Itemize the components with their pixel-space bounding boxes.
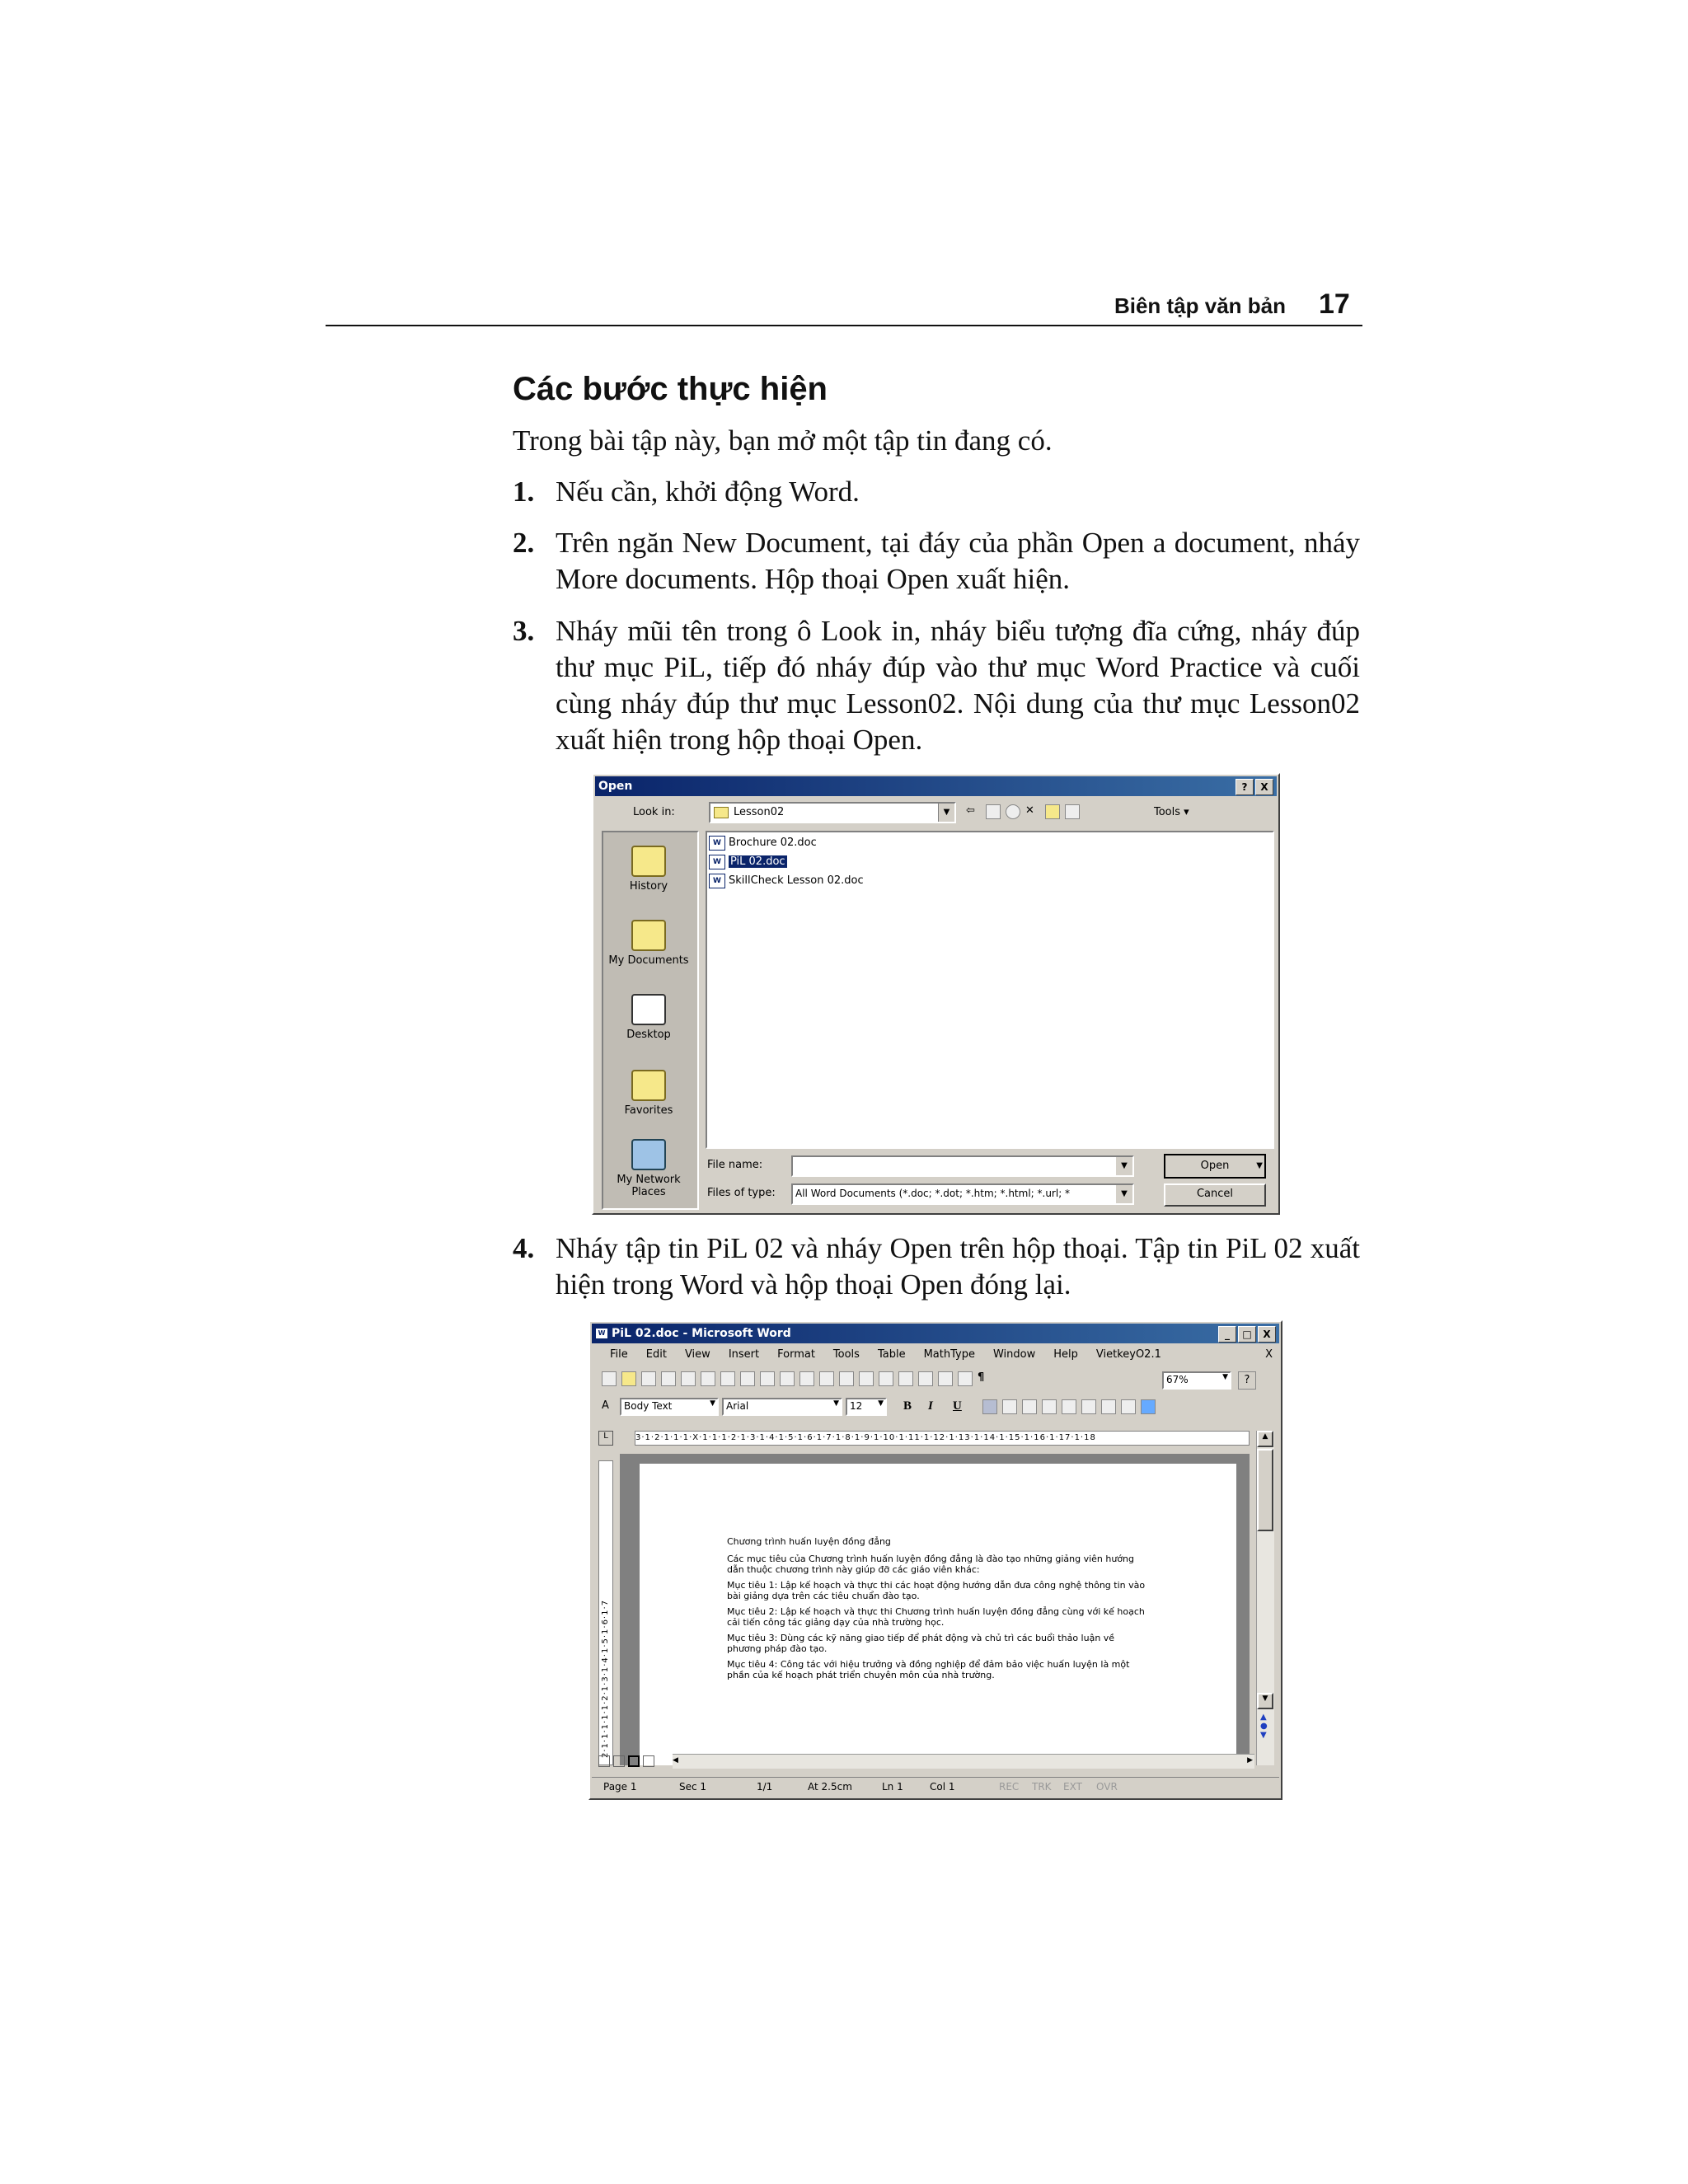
menu-edit[interactable]: Edit: [645, 1348, 667, 1361]
help-button[interactable]: ?: [1238, 1371, 1256, 1390]
new-doc-icon[interactable]: [602, 1371, 617, 1386]
bold-button[interactable]: B: [903, 1399, 912, 1413]
places-my-documents[interactable]: My Documents: [603, 920, 694, 967]
copy-icon[interactable]: [780, 1371, 795, 1386]
menu-view[interactable]: View: [684, 1348, 710, 1361]
step-number: 2.: [513, 527, 535, 559]
open-icon[interactable]: [621, 1371, 636, 1386]
zoom-select[interactable]: 67% ▼: [1162, 1371, 1231, 1390]
chevron-down-icon[interactable]: ▼: [833, 1399, 839, 1408]
file-name-input[interactable]: [791, 1155, 1134, 1177]
excel-icon[interactable]: [938, 1371, 953, 1386]
outline-view-icon[interactable]: [643, 1755, 654, 1767]
vertical-ruler[interactable]: 2·1·1·1·1·1·2·1·3·1·4·1·5·1·6·1·7: [598, 1460, 613, 1765]
italic-button[interactable]: I: [928, 1399, 933, 1413]
show-hide-icon[interactable]: ¶: [978, 1371, 985, 1384]
back-icon[interactable]: ⇦: [966, 804, 975, 817]
horizontal-scrollbar[interactable]: [673, 1754, 1254, 1769]
formatting-toolbar: [982, 1399, 1160, 1414]
web-view-icon[interactable]: [613, 1755, 625, 1767]
doc-line: Mục tiêu 3: Dùng các kỹ năng giao tiếp để phát động và chủ trì các buổi thảo luận về phương pháp đào tạo.: [727, 1633, 1115, 1654]
font-size-select[interactable]: 12 ▼: [846, 1398, 887, 1416]
menu-file[interactable]: File: [610, 1348, 628, 1361]
menu-vietkey[interactable]: VietkeyO2.1: [1095, 1348, 1161, 1361]
dialog-toolbar: [966, 804, 1085, 819]
hyperlink-icon[interactable]: [879, 1371, 893, 1386]
status-bar: [592, 1777, 1279, 1797]
justify-icon[interactable]: [1042, 1399, 1057, 1414]
chevron-down-icon[interactable]: ▼: [1222, 1373, 1228, 1381]
places-history[interactable]: History: [603, 846, 694, 893]
close-document-button[interactable]: X: [1265, 1348, 1273, 1361]
running-header-title: Biên tập văn bản: [1114, 293, 1286, 318]
up-folder-icon[interactable]: [986, 804, 1001, 819]
status-page-count: 1/1: [757, 1781, 773, 1793]
menu-bar: [610, 1348, 1179, 1361]
highlight-icon[interactable]: [1141, 1399, 1156, 1414]
status-ovr[interactable]: OVR: [1096, 1781, 1118, 1793]
status-ext[interactable]: EXT: [1063, 1781, 1082, 1793]
align-right-icon[interactable]: [1022, 1399, 1037, 1414]
browse-object-icon[interactable]: ▲ ● ▼: [1260, 1713, 1268, 1740]
file-item[interactable]: W SkillCheck Lesson 02.doc: [709, 872, 1271, 891]
step-1: [513, 474, 1360, 510]
views-icon[interactable]: [1065, 804, 1080, 819]
file-item-selected[interactable]: W PiL 02.doc: [709, 853, 1271, 872]
page-number: 17: [1319, 288, 1350, 320]
doc-line: Các mục tiêu của Chương trình huấn luyện đồng đẳng là đào tạo những giảng viên hướng dẫn thuộc chương trình này giúp đỡ các giáo viên khác:: [727, 1554, 1135, 1575]
open-dialog: [592, 773, 1280, 1215]
font-select[interactable]: Arial ▼: [722, 1398, 842, 1416]
paste-icon[interactable]: [799, 1371, 814, 1386]
standard-toolbar: [602, 1371, 997, 1386]
word-app-icon: W: [595, 1328, 608, 1339]
favorites-icon: [631, 1070, 666, 1101]
menu-window[interactable]: Window: [992, 1348, 1036, 1361]
files-of-type-label: Files of type:: [707, 1187, 776, 1199]
tables-icon[interactable]: [898, 1371, 913, 1386]
places-bar: [602, 831, 699, 1210]
underline-button[interactable]: U: [953, 1399, 962, 1413]
insert-table-icon[interactable]: [918, 1371, 933, 1386]
scroll-down-icon[interactable]: ▼: [1257, 1693, 1273, 1709]
columns-icon[interactable]: [958, 1371, 973, 1386]
status-line: Ln 1: [882, 1781, 903, 1793]
chevron-down-icon[interactable]: ▼: [710, 1399, 715, 1408]
file-item[interactable]: W Brochure 02.doc: [709, 834, 1271, 853]
folder-icon: [714, 807, 729, 818]
scroll-up-icon[interactable]: ▲: [1257, 1431, 1273, 1447]
print-preview-icon[interactable]: [720, 1371, 735, 1386]
minimize-button[interactable]: _: [1218, 1326, 1236, 1343]
my-documents-icon: [631, 920, 666, 951]
menu-help[interactable]: Help: [1053, 1348, 1078, 1361]
chevron-down-icon[interactable]: ▼: [1116, 1185, 1132, 1203]
help-button[interactable]: ?: [1236, 779, 1254, 795]
cancel-button[interactable]: Cancel: [1164, 1183, 1266, 1207]
section-heading: Các bước thực hiện: [513, 371, 828, 407]
word-doc-icon: W: [709, 836, 725, 851]
status-trk[interactable]: TRK: [1032, 1781, 1052, 1793]
undo-icon[interactable]: [839, 1371, 854, 1386]
print-layout-icon[interactable]: [628, 1755, 640, 1767]
step-text: Trên ngăn New Document, tại đáy của phần Open a document, nháy More documents. Hộp thoại Open xuất hiện.: [556, 527, 1360, 595]
word-doc-icon: W: [709, 874, 725, 888]
style-select[interactable]: Body Text ▼: [620, 1398, 719, 1416]
scroll-left-icon[interactable]: ◀: [673, 1756, 678, 1765]
network-icon: [631, 1139, 666, 1170]
header-rule: [326, 325, 1362, 326]
tools-menu[interactable]: Tools ▾: [1154, 806, 1189, 818]
step-4: [513, 1230, 1360, 1303]
chevron-down-icon[interactable]: ▼: [938, 804, 954, 822]
styles-icon[interactable]: A: [602, 1399, 609, 1412]
places-network[interactable]: My Network Places: [603, 1139, 694, 1198]
menu-insert[interactable]: Insert: [728, 1348, 760, 1361]
open-button[interactable]: Open ▼: [1164, 1154, 1266, 1179]
step-number: 1.: [513, 476, 535, 508]
border-icon[interactable]: [1121, 1399, 1136, 1414]
status-position: At 2.5cm: [808, 1781, 852, 1793]
menu-tools[interactable]: Tools: [832, 1348, 860, 1361]
numbering-icon[interactable]: [1062, 1399, 1076, 1414]
delete-icon[interactable]: ✕: [1025, 804, 1034, 817]
print-icon[interactable]: [701, 1371, 715, 1386]
format-painter-icon[interactable]: [819, 1371, 834, 1386]
scroll-right-icon[interactable]: ▶: [1247, 1756, 1253, 1765]
document-area: [620, 1454, 1250, 1765]
word-doc-icon: W: [709, 855, 725, 869]
new-folder-icon[interactable]: [1045, 804, 1060, 819]
doc-line: Mục tiêu 2: Lập kế hoạch và thực thi Chương trình huấn luyện đồng đẳng cùng với kế hoạch cải tiến công tác giảng dạy của nhà trường học.: [727, 1606, 1145, 1628]
search-web-icon[interactable]: [1006, 804, 1020, 819]
status-rec[interactable]: REC: [999, 1781, 1020, 1793]
close-button[interactable]: X: [1258, 1326, 1276, 1343]
redo-icon[interactable]: [859, 1371, 874, 1386]
bullets-icon[interactable]: [1081, 1399, 1096, 1414]
menu-format[interactable]: Format: [777, 1348, 815, 1361]
places-desktop[interactable]: Desktop: [603, 994, 694, 1041]
tab-selector[interactable]: L: [598, 1431, 613, 1446]
maximize-button[interactable]: □: [1238, 1326, 1256, 1343]
spelling-icon[interactable]: [740, 1371, 755, 1386]
word-window: [588, 1320, 1282, 1800]
vertical-scrollbar[interactable]: [1256, 1431, 1274, 1765]
doc-line: Mục tiêu 4: Công tác với hiệu trưởng và đồng nghiệp để đảm bảo việc huấn luyện là một phần của kế hoạch phát triển chuyên môn của nhà trường.: [727, 1659, 1130, 1680]
close-button[interactable]: X: [1255, 779, 1273, 795]
file-name-label: File name:: [707, 1159, 763, 1171]
step-text: Nháy tập tin PiL 02 và nháy Open trên hộp thoại. Tập tin PiL 02 xuất hiện trong Word và hộp thoại Open đóng lại.: [556, 1232, 1360, 1301]
status-page: Page 1: [603, 1781, 637, 1793]
desktop-icon: [631, 994, 666, 1025]
chevron-down-icon[interactable]: ▼: [1256, 1161, 1263, 1170]
step-number: 3.: [513, 615, 535, 647]
status-column: Col 1: [930, 1781, 955, 1793]
align-left-icon[interactable]: [982, 1399, 997, 1414]
file-list: [706, 831, 1274, 1149]
step-text: Nháy mũi tên trong ô Look in, nháy biểu tượng đĩa cứng, nháy đúp thư mục PiL, tiếp đó nháy đúp vào thư mục Word Practice và cuối cùng nháy đúp thư mục Lesson02. Nội dung của thư mục Lesson02 xuất hiện trong hộp thoại Open.: [556, 615, 1360, 756]
doc-line: Chương trình huấn luyện đồng đẳng: [727, 1536, 891, 1547]
menu-table[interactable]: Table: [877, 1348, 906, 1361]
word-titlebar: W PiL 02.doc - Microsoft Word: [592, 1324, 1279, 1343]
document-text: [727, 1536, 1147, 1680]
doc-line: Mục tiêu 1: Lập kế hoạch và thực thi các hoạt động hướng dẫn đưa công nghệ thông tin vào bài giảng dựa trên các tiêu chuẩn đào tạo.: [727, 1580, 1146, 1601]
chevron-down-icon[interactable]: ▼: [1116, 1157, 1132, 1175]
email-icon[interactable]: [681, 1371, 696, 1386]
permission-icon[interactable]: [661, 1371, 676, 1386]
step-text: Nếu cần, khởi động Word.: [556, 476, 860, 508]
chevron-down-icon[interactable]: ▼: [878, 1399, 884, 1408]
view-buttons: [598, 1754, 673, 1769]
normal-view-icon[interactable]: [598, 1755, 610, 1767]
files-of-type-select[interactable]: All Word Documents (*.doc; *.dot; *.htm; *.html; *.url; * ▼: [791, 1183, 1134, 1205]
indent-icon[interactable]: [1101, 1399, 1116, 1414]
cut-icon[interactable]: [760, 1371, 775, 1386]
step-2: [513, 525, 1360, 598]
look-in-label: Look in:: [633, 806, 675, 818]
document-page[interactable]: [640, 1464, 1236, 1765]
history-icon: [631, 846, 666, 877]
look-in-select[interactable]: Lesson02 ▼: [709, 802, 956, 823]
places-favorites[interactable]: Favorites: [603, 1070, 694, 1117]
step-3: [513, 613, 1360, 758]
status-section: Sec 1: [679, 1781, 707, 1793]
align-center-icon[interactable]: [1002, 1399, 1017, 1414]
step-number: 4.: [513, 1232, 535, 1264]
horizontal-ruler[interactable]: 3·1·2·1·1·1·X·1·1·1·2·1·3·1·4·1·5·1·6·1·7·1·8·1·9·1·10·1·11·1·12·1·13·1·14·1·15·1·16·1·17·1·18: [635, 1431, 1250, 1446]
intro-paragraph: Trong bài tập này, bạn mở một tập tin đang có.: [513, 424, 1053, 457]
scroll-thumb[interactable]: [1257, 1449, 1273, 1531]
dialog-titlebar: Open: [595, 776, 1277, 796]
save-icon[interactable]: [641, 1371, 656, 1386]
menu-mathtype[interactable]: MathType: [923, 1348, 975, 1361]
